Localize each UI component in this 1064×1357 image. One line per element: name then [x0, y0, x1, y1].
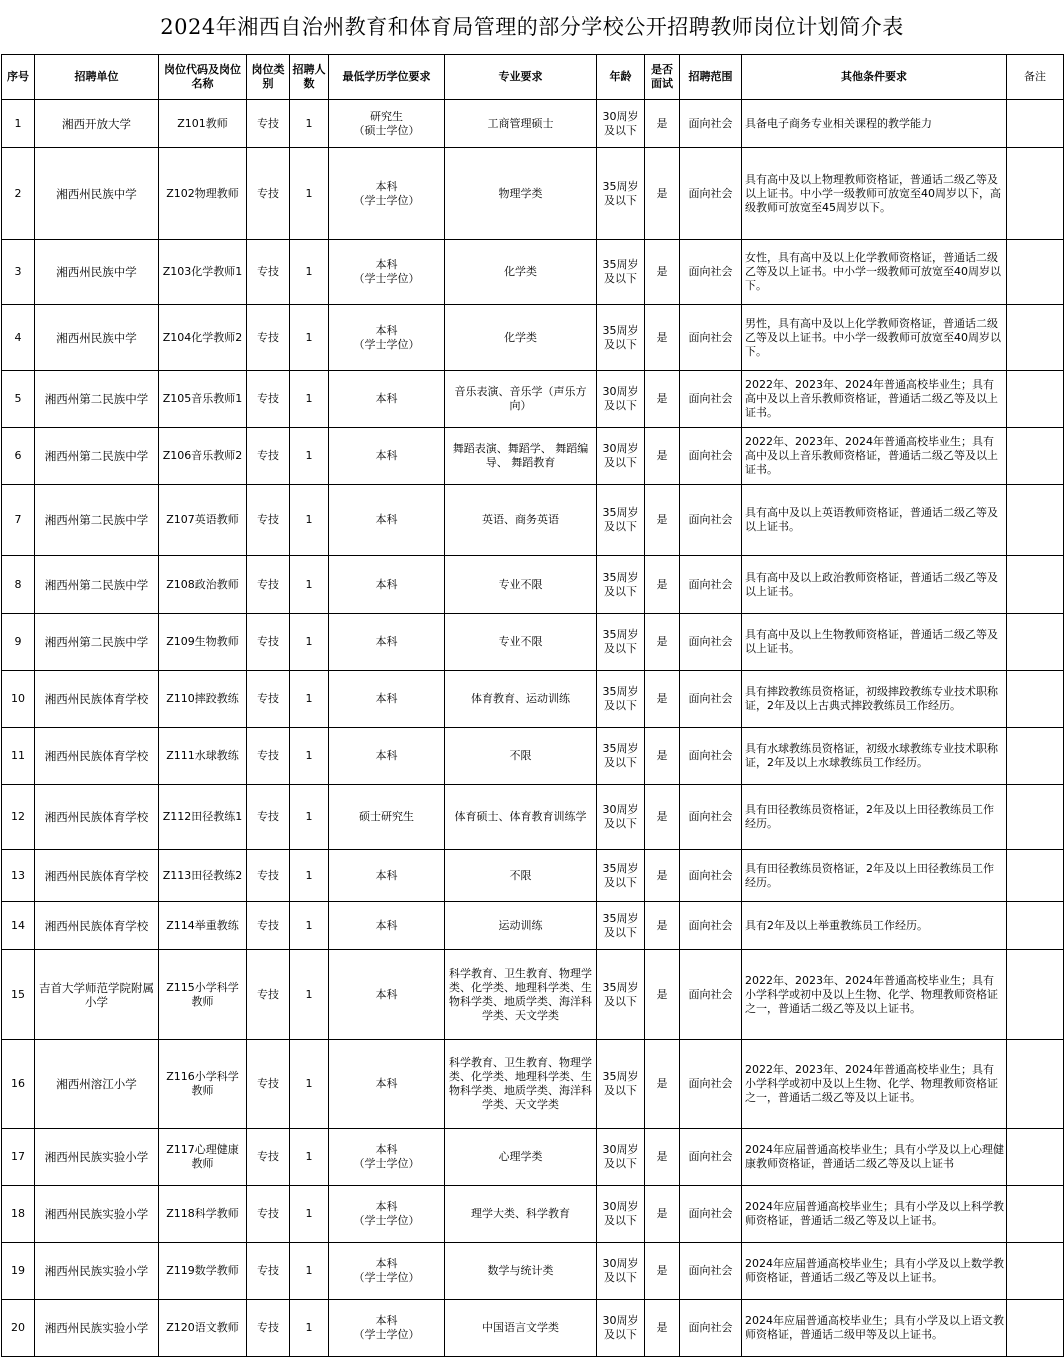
- cell-count: 1: [290, 305, 329, 371]
- cell-category: 专技: [247, 785, 290, 850]
- cell-category: 专技: [247, 305, 290, 371]
- cell-education: 本科: [329, 556, 445, 614]
- table-row: [2, 902, 1064, 950]
- table-row: [2, 850, 1064, 902]
- cell-count: 1: [290, 614, 329, 671]
- cell-code: Z101教师: [159, 100, 247, 148]
- cell-unit: 湘西开放大学: [35, 100, 159, 148]
- cell-code: Z111水球教练: [159, 728, 247, 785]
- cell-age: 30周岁 及以下: [597, 785, 645, 850]
- cell-other: 男性，具有高中及以上化学教师资格证，普通话二级乙等及以上证书。中小学一级教师可放宽至40周岁以下。: [742, 305, 1007, 371]
- cell-remark: [1007, 371, 1064, 428]
- cell-age: 35周岁 及以下: [597, 305, 645, 371]
- cell-other: 具有高中及以上物理教师资格证，普通话二级乙等及以上证书。中小学一级教师可放宽至40周岁以下，高级教师可放宽至45周岁以下。: [742, 148, 1007, 240]
- cell-other: 具有高中及以上政治教师资格证，普通话二级乙等及以上证书。: [742, 556, 1007, 614]
- cell-scope: 面向社会: [680, 671, 742, 728]
- cell-age: 30周岁 及以下: [597, 1243, 645, 1300]
- cell-other: 女性，具有高中及以上化学教师资格证，普通话二级乙等及以上证书。中小学一级教师可放宽至40周岁以下。: [742, 240, 1007, 305]
- cell-remark: [1007, 1186, 1064, 1243]
- cell-code: Z113田径教练2: [159, 850, 247, 902]
- cell-seq: 5: [2, 371, 35, 428]
- cell-major: 物理学类: [445, 148, 597, 240]
- cell-interview: 是: [645, 1129, 680, 1186]
- cell-code: Z119数学教师: [159, 1243, 247, 1300]
- cell-age: 35周岁 及以下: [597, 485, 645, 556]
- cell-age: 35周岁 及以下: [597, 556, 645, 614]
- cell-education: 本科: [329, 614, 445, 671]
- cell-category: 专技: [247, 148, 290, 240]
- table-row: [2, 1040, 1064, 1129]
- cell-count: 1: [290, 728, 329, 785]
- cell-remark: [1007, 556, 1064, 614]
- cell-major: 科学教育、卫生教育、物理学类、化学类、地理科学类、生物科学类、地质学类、海洋科学类、天文学类: [445, 1040, 597, 1129]
- cell-education: 本科 （学士学位）: [329, 240, 445, 305]
- cell-major: 体育教育、运动训练: [445, 671, 597, 728]
- cell-seq: 4: [2, 305, 35, 371]
- cell-count: 1: [290, 1243, 329, 1300]
- cell-education: 本科: [329, 850, 445, 902]
- cell-interview: 是: [645, 728, 680, 785]
- cell-unit: 湘西州民族中学: [35, 305, 159, 371]
- cell-age: 35周岁 及以下: [597, 671, 645, 728]
- cell-scope: 面向社会: [680, 902, 742, 950]
- cell-scope: 面向社会: [680, 1186, 742, 1243]
- cell-interview: 是: [645, 100, 680, 148]
- cell-education: 本科 （学士学位）: [329, 148, 445, 240]
- cell-interview: 是: [645, 950, 680, 1040]
- cell-remark: [1007, 950, 1064, 1040]
- cell-seq: 19: [2, 1243, 35, 1300]
- cell-code: Z110摔跤教练: [159, 671, 247, 728]
- cell-code: Z106音乐教师2: [159, 428, 247, 485]
- cell-count: 1: [290, 428, 329, 485]
- cell-education: 本科 （学士学位）: [329, 1300, 445, 1357]
- document-title: 2024年湘西自治州教育和体育局管理的部分学校公开招聘教师岗位计划简介表: [160, 15, 904, 39]
- table-row: [2, 1186, 1064, 1243]
- cell-code: Z120语文教师: [159, 1300, 247, 1357]
- cell-other: 具有水球教练员资格证，初级水球教练专业技术职称证，2年及以上水球教练员工作经历。: [742, 728, 1007, 785]
- table-row: [2, 728, 1064, 785]
- cell-scope: 面向社会: [680, 614, 742, 671]
- cell-interview: 是: [645, 850, 680, 902]
- cell-code: Z117心理健康教师: [159, 1129, 247, 1186]
- cell-scope: 面向社会: [680, 428, 742, 485]
- header-count: 招聘人数: [290, 55, 329, 100]
- header-seq: 序号: [2, 55, 35, 100]
- header-scope: 招聘范围: [680, 55, 742, 100]
- cell-unit: 湘西州民族体育学校: [35, 850, 159, 902]
- table-row: [2, 1129, 1064, 1186]
- cell-unit: 湘西州第二民族中学: [35, 556, 159, 614]
- cell-remark: [1007, 850, 1064, 902]
- cell-unit: 湘西州第二民族中学: [35, 485, 159, 556]
- cell-age: 30周岁 及以下: [597, 1300, 645, 1357]
- header-remark: 备注: [1007, 55, 1064, 100]
- cell-other: 2022年、2023年、2024年普通高校毕业生；具有小学科学或初中及以上生物、化学、物理教师资格证之一，普通话二级乙等及以上证书。: [742, 1040, 1007, 1129]
- cell-code: Z108政治教师: [159, 556, 247, 614]
- cell-other: 具有高中及以上英语教师资格证，普通话二级乙等及以上证书。: [742, 485, 1007, 556]
- cell-category: 专技: [247, 1040, 290, 1129]
- cell-major: 运动训练: [445, 902, 597, 950]
- cell-major: 心理学类: [445, 1129, 597, 1186]
- cell-code: Z112田径教练1: [159, 785, 247, 850]
- cell-interview: 是: [645, 485, 680, 556]
- cell-unit: 湘西州第二民族中学: [35, 371, 159, 428]
- table-row: [2, 240, 1064, 305]
- cell-scope: 面向社会: [680, 1300, 742, 1357]
- cell-code: Z115小学科学教师: [159, 950, 247, 1040]
- cell-unit: 湘西州民族中学: [35, 240, 159, 305]
- cell-remark: [1007, 1300, 1064, 1357]
- cell-major: 工商管理硕士: [445, 100, 597, 148]
- cell-count: 1: [290, 1186, 329, 1243]
- cell-scope: 面向社会: [680, 1129, 742, 1186]
- cell-age: 30周岁 及以下: [597, 100, 645, 148]
- cell-code: Z105音乐教师1: [159, 371, 247, 428]
- cell-education: 本科: [329, 371, 445, 428]
- cell-interview: 是: [645, 148, 680, 240]
- cell-education: 本科: [329, 428, 445, 485]
- cell-other: 具有2年及以上举重教练员工作经历。: [742, 902, 1007, 950]
- table-body: [2, 100, 1064, 1357]
- cell-scope: 面向社会: [680, 1040, 742, 1129]
- cell-scope: 面向社会: [680, 556, 742, 614]
- cell-interview: 是: [645, 1300, 680, 1357]
- cell-category: 专技: [247, 902, 290, 950]
- cell-category: 专技: [247, 371, 290, 428]
- cell-interview: 是: [645, 371, 680, 428]
- cell-education: 本科: [329, 485, 445, 556]
- cell-seq: 2: [2, 148, 35, 240]
- cell-unit: 湘西州民族体育学校: [35, 785, 159, 850]
- cell-unit: 湘西州民族实验小学: [35, 1300, 159, 1357]
- cell-other: 2022年、2023年、2024年普通高校毕业生；具有高中及以上音乐教师资格证，普通话二级乙等及以上证书。: [742, 428, 1007, 485]
- cell-scope: 面向社会: [680, 100, 742, 148]
- cell-seq: 14: [2, 902, 35, 950]
- cell-interview: 是: [645, 1243, 680, 1300]
- header-unit: 招聘单位: [35, 55, 159, 100]
- cell-remark: [1007, 305, 1064, 371]
- table-row: [2, 428, 1064, 485]
- cell-category: 专技: [247, 614, 290, 671]
- cell-count: 1: [290, 785, 329, 850]
- cell-major: 舞蹈表演、舞蹈学、 舞蹈编导、 舞蹈教育: [445, 428, 597, 485]
- table-row: [2, 305, 1064, 371]
- cell-seq: 10: [2, 671, 35, 728]
- cell-remark: [1007, 902, 1064, 950]
- cell-code: Z109生物教师: [159, 614, 247, 671]
- cell-remark: [1007, 485, 1064, 556]
- cell-remark: [1007, 785, 1064, 850]
- cell-count: 1: [290, 850, 329, 902]
- cell-remark: [1007, 728, 1064, 785]
- cell-scope: 面向社会: [680, 785, 742, 850]
- cell-category: 专技: [247, 1186, 290, 1243]
- cell-age: 35周岁 及以下: [597, 902, 645, 950]
- cell-seq: 8: [2, 556, 35, 614]
- cell-age: 30周岁 及以下: [597, 371, 645, 428]
- cell-scope: 面向社会: [680, 950, 742, 1040]
- header-code: 岗位代码及岗位名称: [159, 55, 247, 100]
- cell-scope: 面向社会: [680, 850, 742, 902]
- cell-unit: 湘西州民族实验小学: [35, 1129, 159, 1186]
- cell-category: 专技: [247, 485, 290, 556]
- cell-seq: 12: [2, 785, 35, 850]
- cell-count: 1: [290, 1129, 329, 1186]
- cell-major: 专业不限: [445, 556, 597, 614]
- cell-seq: 13: [2, 850, 35, 902]
- table-row: [2, 100, 1064, 148]
- cell-unit: 湘西州溶江小学: [35, 1040, 159, 1129]
- cell-education: 本科: [329, 902, 445, 950]
- cell-age: 35周岁 及以下: [597, 1040, 645, 1129]
- cell-age: 35周岁 及以下: [597, 950, 645, 1040]
- cell-category: 专技: [247, 428, 290, 485]
- cell-category: 专技: [247, 1129, 290, 1186]
- cell-unit: 湘西州民族体育学校: [35, 671, 159, 728]
- cell-count: 1: [290, 485, 329, 556]
- cell-major: 体育硕士、体育教育训练学: [445, 785, 597, 850]
- cell-remark: [1007, 671, 1064, 728]
- cell-seq: 17: [2, 1129, 35, 1186]
- cell-interview: 是: [645, 671, 680, 728]
- cell-remark: [1007, 1129, 1064, 1186]
- table-row: [2, 614, 1064, 671]
- cell-age: 30周岁 及以下: [597, 1186, 645, 1243]
- cell-other: 2024年应届普通高校毕业生；具有小学及以上数学教师资格证，普通话二级乙等及以上证书。: [742, 1243, 1007, 1300]
- cell-major: 中国语言文学类: [445, 1300, 597, 1357]
- cell-category: 专技: [247, 1243, 290, 1300]
- cell-other: 具有田径教练员资格证，2年及以上田径教练员工作经历。: [742, 850, 1007, 902]
- cell-seq: 9: [2, 614, 35, 671]
- cell-seq: 20: [2, 1300, 35, 1357]
- cell-interview: 是: [645, 614, 680, 671]
- cell-scope: 面向社会: [680, 371, 742, 428]
- cell-interview: 是: [645, 305, 680, 371]
- cell-education: 本科: [329, 671, 445, 728]
- cell-unit: 湘西州民族中学: [35, 148, 159, 240]
- cell-major: 数学与统计类: [445, 1243, 597, 1300]
- cell-major: 化学类: [445, 240, 597, 305]
- cell-count: 1: [290, 1300, 329, 1357]
- table-row: [2, 1300, 1064, 1357]
- cell-category: 专技: [247, 671, 290, 728]
- cell-major: 化学类: [445, 305, 597, 371]
- cell-seq: 7: [2, 485, 35, 556]
- cell-count: 1: [290, 671, 329, 728]
- cell-category: 专技: [247, 950, 290, 1040]
- cell-seq: 18: [2, 1186, 35, 1243]
- cell-code: Z114举重教练: [159, 902, 247, 950]
- table-row: [2, 556, 1064, 614]
- cell-category: 专技: [247, 1300, 290, 1357]
- cell-other: 具有摔跤教练员资格证，初级摔跤教练专业技术职称证，2年及以上古典式摔跤教练员工作经历。: [742, 671, 1007, 728]
- cell-age: 35周岁 及以下: [597, 850, 645, 902]
- cell-remark: [1007, 148, 1064, 240]
- cell-interview: 是: [645, 785, 680, 850]
- cell-interview: 是: [645, 240, 680, 305]
- cell-education: 本科: [329, 1040, 445, 1129]
- cell-other: 2024年应届普通高校毕业生；具有小学及以上语文教师资格证，普通话二级甲等及以上证书。: [742, 1300, 1007, 1357]
- cell-age: 35周岁 及以下: [597, 728, 645, 785]
- cell-education: 本科: [329, 728, 445, 785]
- cell-unit: 吉首大学师范学院附属小学: [35, 950, 159, 1040]
- cell-age: 35周岁 及以下: [597, 240, 645, 305]
- cell-code: Z118科学教师: [159, 1186, 247, 1243]
- table-row: [2, 148, 1064, 240]
- header-category: 岗位类别: [247, 55, 290, 100]
- cell-scope: 面向社会: [680, 240, 742, 305]
- cell-category: 专技: [247, 556, 290, 614]
- cell-unit: 湘西州民族实验小学: [35, 1186, 159, 1243]
- cell-interview: 是: [645, 1040, 680, 1129]
- cell-interview: 是: [645, 1186, 680, 1243]
- cell-major: 不限: [445, 728, 597, 785]
- header-age: 年龄: [597, 55, 645, 100]
- cell-count: 1: [290, 240, 329, 305]
- cell-scope: 面向社会: [680, 1243, 742, 1300]
- cell-other: 具备电子商务专业相关课程的教学能力: [742, 100, 1007, 148]
- cell-education: 本科 （学士学位）: [329, 1243, 445, 1300]
- table-row: [2, 371, 1064, 428]
- cell-other: 具有田径教练员资格证，2年及以上田径教练员工作经历。: [742, 785, 1007, 850]
- cell-seq: 11: [2, 728, 35, 785]
- cell-education: 本科 （学士学位）: [329, 305, 445, 371]
- cell-remark: [1007, 100, 1064, 148]
- cell-count: 1: [290, 100, 329, 148]
- cell-age: 35周岁 及以下: [597, 614, 645, 671]
- cell-age: 35周岁 及以下: [597, 148, 645, 240]
- cell-education: 本科 （学士学位）: [329, 1186, 445, 1243]
- cell-code: Z103化学教师1: [159, 240, 247, 305]
- cell-education: 本科 （学士学位）: [329, 1129, 445, 1186]
- cell-other: 2022年、2023年、2024年普通高校毕业生；具有高中及以上音乐教师资格证，普通话二级乙等及以上证书。: [742, 371, 1007, 428]
- cell-category: 专技: [247, 850, 290, 902]
- cell-code: Z116小学科学教师: [159, 1040, 247, 1129]
- cell-unit: 湘西州第二民族中学: [35, 428, 159, 485]
- cell-scope: 面向社会: [680, 148, 742, 240]
- cell-interview: 是: [645, 902, 680, 950]
- cell-age: 30周岁 及以下: [597, 1129, 645, 1186]
- cell-code: Z104化学教师2: [159, 305, 247, 371]
- cell-category: 专技: [247, 240, 290, 305]
- header-row: [2, 55, 1064, 100]
- cell-count: 1: [290, 556, 329, 614]
- cell-code: Z107英语教师: [159, 485, 247, 556]
- cell-major: 理学大类、科学教育: [445, 1186, 597, 1243]
- cell-unit: 湘西州民族实验小学: [35, 1243, 159, 1300]
- cell-other: 2024年应届普通高校毕业生；具有小学及以上科学教师资格证，普通话二级乙等及以上证书。: [742, 1186, 1007, 1243]
- cell-remark: [1007, 428, 1064, 485]
- cell-unit: 湘西州第二民族中学: [35, 614, 159, 671]
- cell-remark: [1007, 240, 1064, 305]
- cell-other: 具有高中及以上生物教师资格证，普通话二级乙等及以上证书。: [742, 614, 1007, 671]
- cell-seq: 6: [2, 428, 35, 485]
- cell-major: 专业不限: [445, 614, 597, 671]
- cell-remark: [1007, 1040, 1064, 1129]
- cell-other: 2024年应届普通高校毕业生；具有小学及以上心理健康教师资格证，普通话二级乙等及以上证书: [742, 1129, 1007, 1186]
- table-row: [2, 950, 1064, 1040]
- cell-count: 1: [290, 902, 329, 950]
- cell-unit: 湘西州民族体育学校: [35, 728, 159, 785]
- cell-major: 音乐表演、音乐学（声乐方向）: [445, 371, 597, 428]
- cell-scope: 面向社会: [680, 728, 742, 785]
- cell-seq: 15: [2, 950, 35, 1040]
- header-major: 专业要求: [445, 55, 597, 100]
- cell-count: 1: [290, 148, 329, 240]
- cell-major: 科学教育、卫生教育、物理学类、化学类、地理科学类、生物科学类、地质学类、海洋科学类、天文学类: [445, 950, 597, 1040]
- cell-code: Z102物理教师: [159, 148, 247, 240]
- cell-category: 专技: [247, 100, 290, 148]
- cell-seq: 16: [2, 1040, 35, 1129]
- cell-other: 2022年、2023年、2024年普通高校毕业生；具有小学科学或初中及以上生物、化学、物理教师资格证之一，普通话二级乙等及以上证书。: [742, 950, 1007, 1040]
- cell-unit: 湘西州民族体育学校: [35, 902, 159, 950]
- cell-education: 本科: [329, 950, 445, 1040]
- cell-count: 1: [290, 371, 329, 428]
- cell-count: 1: [290, 950, 329, 1040]
- cell-age: 30周岁 及以下: [597, 428, 645, 485]
- cell-seq: 3: [2, 240, 35, 305]
- cell-scope: 面向社会: [680, 305, 742, 371]
- cell-remark: [1007, 1243, 1064, 1300]
- cell-education: 研究生 （硕士学位）: [329, 100, 445, 148]
- cell-interview: 是: [645, 428, 680, 485]
- cell-remark: [1007, 614, 1064, 671]
- cell-interview: 是: [645, 556, 680, 614]
- table-row: [2, 1243, 1064, 1300]
- header-education: 最低学历学位要求: [329, 55, 445, 100]
- cell-major: 英语、商务英语: [445, 485, 597, 556]
- recruitment-table: [1, 54, 1064, 1357]
- header-other: 其他条件要求: [742, 55, 1007, 100]
- cell-education: 硕士研究生: [329, 785, 445, 850]
- table-row: [2, 785, 1064, 850]
- table-row: [2, 671, 1064, 728]
- header-interview: 是否面试: [645, 55, 680, 100]
- cell-scope: 面向社会: [680, 485, 742, 556]
- cell-major: 不限: [445, 850, 597, 902]
- cell-seq: 1: [2, 100, 35, 148]
- table-row: [2, 485, 1064, 556]
- cell-category: 专技: [247, 728, 290, 785]
- cell-count: 1: [290, 1040, 329, 1129]
